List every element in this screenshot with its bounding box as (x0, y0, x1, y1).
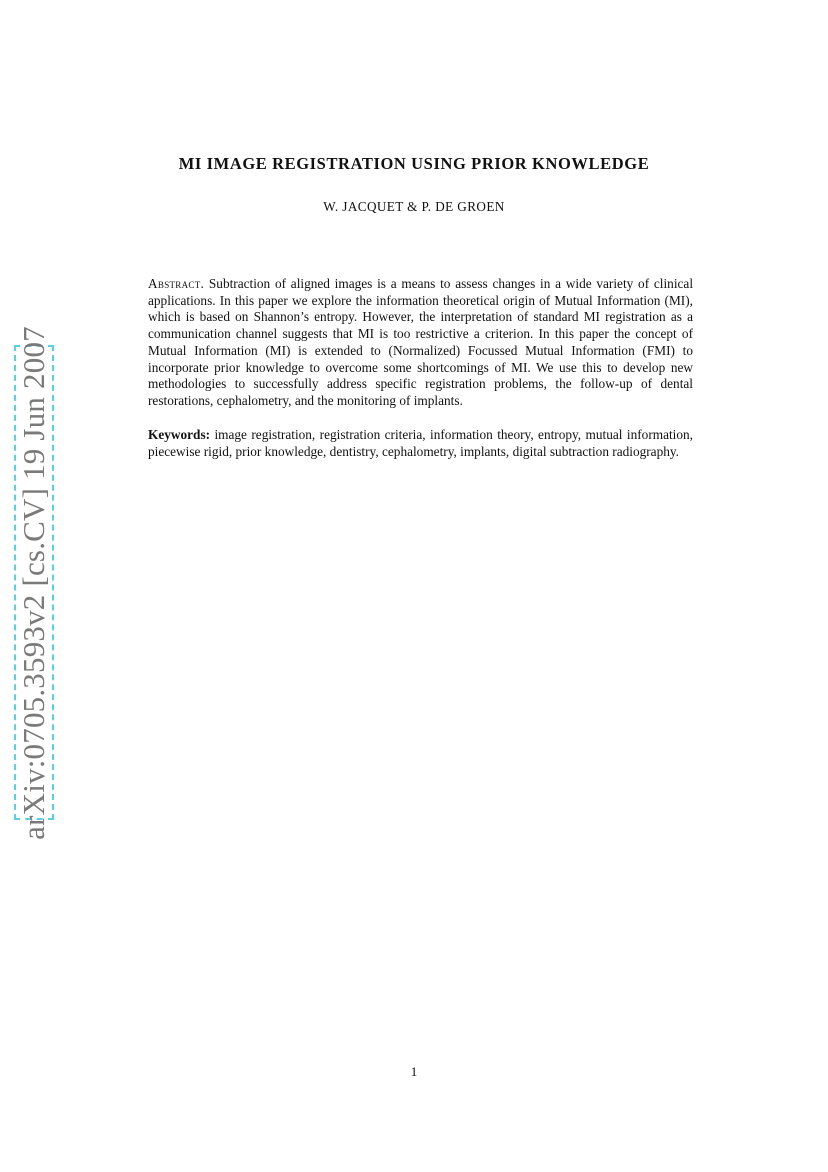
paper-title: MI IMAGE REGISTRATION USING PRIOR KNOWLEDGE (178, 154, 650, 173)
abstract-text: Subtraction of aligned images is a means to assess changes in a wide variety of clinical applications. In this paper we explore the information theoretical origin of Mutual Information (MI), which is based on Shannon’s entropy. However, the interpretation of standard MI registration as a communication channel suggests that MI is too restrictive a criterion. In this paper the concept of Mutual Information (MI) is extended to (Normalized) Focussed Mutual Information (FMI) to incorporate prior knowledge to overcome some shortcomings of MI. We use this to develop new methodologies to successfully address specific registration problems, the follow-up of dental restorations, cephalometry, and the monitoring of implants. (148, 276, 694, 408)
abstract-paragraph (148, 276, 693, 410)
keywords-label: Keywords: (148, 427, 211, 442)
abstract-heading: Abstract. (148, 276, 205, 291)
keywords-paragraph (148, 427, 693, 460)
paper-authors: W. JACQUET & P. DE GROEN (323, 199, 505, 214)
arxiv-identifier-stamp (14, 325, 54, 840)
arxiv-identifier-text: arXiv:0705.3593v2 [cs.CV] 19 Jun 2007 (16, 325, 51, 840)
keywords-text: image registration, registration criteria, information theory, entropy, mutual information, piecewise rigid, prior knowledge, dentistry, cephalometry, implants, digital subtraction radiography. (148, 427, 693, 459)
page-number: 1 (410, 1064, 418, 1079)
